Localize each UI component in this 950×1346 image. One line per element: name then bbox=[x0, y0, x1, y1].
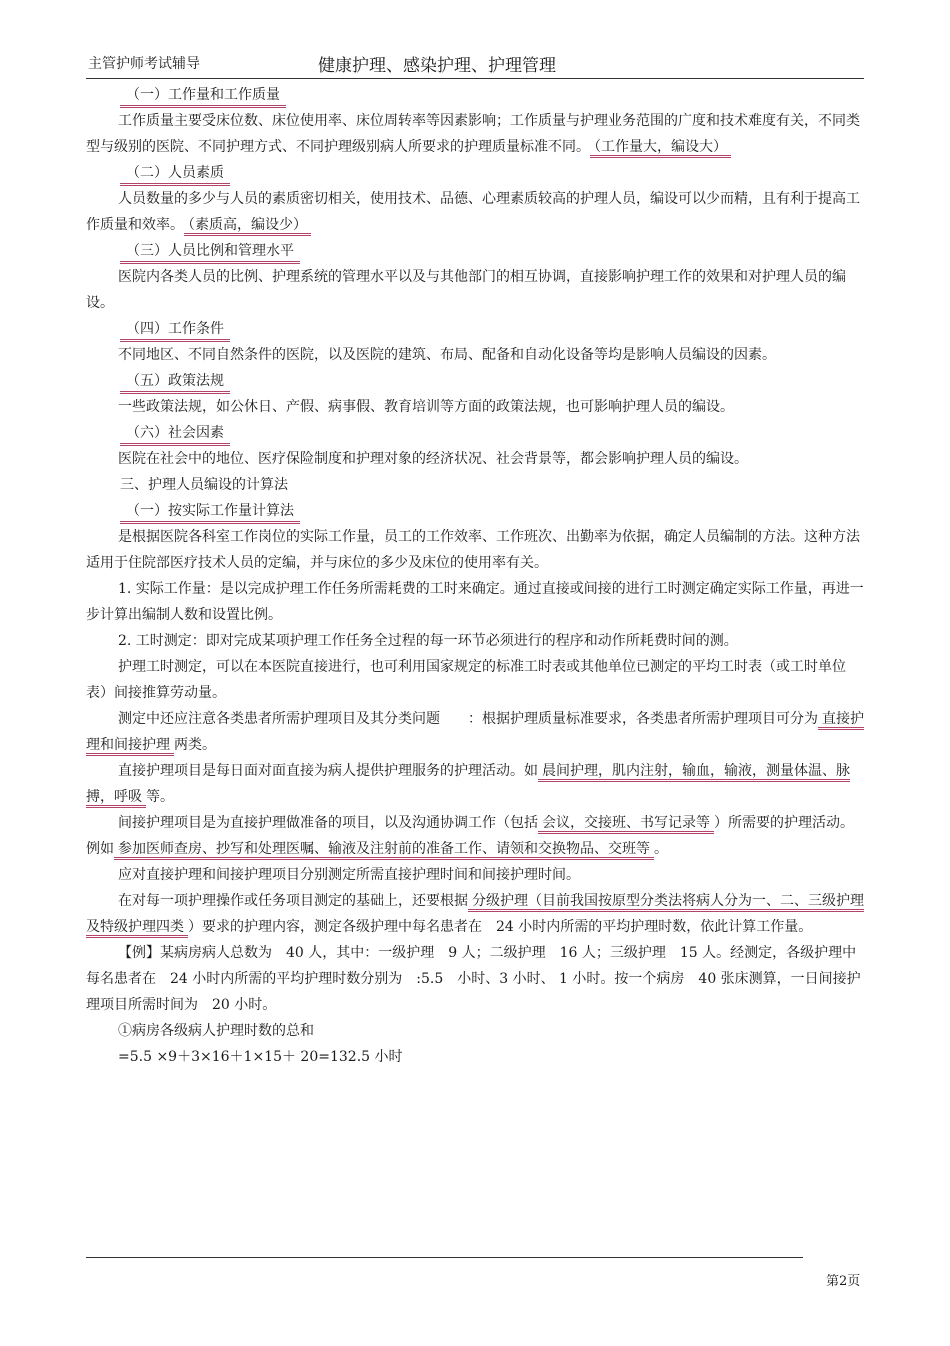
paragraph bbox=[86, 706, 864, 758]
chapter-heading: 三、护理人员编设的计算法 bbox=[120, 477, 288, 493]
underlined-note: （素质高，编设少） bbox=[184, 217, 311, 236]
underlined-term: 分级护理（目前我国按原型分类法将病人分为一、二、三级护理及特级护理四类 bbox=[86, 893, 864, 938]
paragraph: 一些政策法规，如公休日、产假、病事假、教育培训等方面的政策法规，也可影响护理人员的编设。 bbox=[118, 399, 734, 415]
underlined-term: 会议，交接班、书写记录等 bbox=[538, 815, 714, 834]
underlined-note: （工作量大，编设大） bbox=[590, 139, 731, 158]
paragraph bbox=[86, 186, 864, 238]
paragraph-text: 工作质量主要受床位数、床位使用率、床位周转率等因素影响；工作质量与护理业务范围的广度和技术难度有关，不同类型与级别的医院、不同护理方式、不同护理级别病人所要求的护理质量标准不同。 bbox=[86, 113, 860, 155]
paragraph-text: 直接护理项目是每日面对面直接为病人提供护理服务的护理活动。如 bbox=[118, 763, 538, 779]
section-heading: （二）人员素质 bbox=[120, 163, 230, 186]
header-course-name: 主管护师考试辅导 bbox=[88, 56, 200, 72]
paragraph-text: ）所需要的护理活动。例如 bbox=[86, 815, 854, 857]
formula: =5.5 ×9＋3×16＋1×15＋ 20=132.5 小时 bbox=[118, 1049, 403, 1065]
paragraph: 是根据医院各科室工作岗位的实际工作量，员工的工作效率、工作班次、出勤率为依据，确定人员编制的方法。这种方法适用于住院部医疗技术人员的定编，并与床位的多少及床位的使用率有关。 bbox=[86, 529, 860, 571]
paragraph-text: 间接护理项目是为直接护理做准备的项目，以及沟通协调工作（包括 bbox=[118, 815, 538, 831]
paragraph: 不同地区、不同自然条件的医院，以及医院的建筑、布局、配备和自动化设备等均是影响人员编设的因素。 bbox=[118, 347, 776, 363]
section-heading: （四）工作条件 bbox=[120, 319, 230, 342]
paragraph: 应对直接护理和间接护理项目分别测定所需直接护理时间和间接护理时间。 bbox=[118, 867, 580, 883]
paragraph: 护理工时测定，可以在本医院直接进行，也可利用国家规定的标准工时表或其他单位已测定的平均工时表（或工时单位表）间接推算劳动量。 bbox=[86, 659, 846, 701]
paragraph-text: 人员数量的多少与人员的素质密切相关，使用技术、品德、心理素质较高的护理人员，编设可以少而精，且有利于提高工作质量和效率。 bbox=[86, 191, 860, 233]
paragraph-text: ）要求的护理内容，测定各级护理中每名患者在 24 小时内所需的平均护理时数，依此计算工作量。 bbox=[188, 919, 813, 935]
paragraph-text: 等。 bbox=[146, 789, 174, 805]
section-heading: （三）人员比例和管理水平 bbox=[120, 241, 300, 264]
paragraph: 医院在社会中的地位、医疗保险制度和护理对象的经济状况、社会背景等，都会影响护理人员的编设。 bbox=[118, 451, 748, 467]
section-heading: （一）工作量和工作质量 bbox=[120, 85, 286, 108]
footer-rule bbox=[86, 1257, 803, 1258]
page-number: 第2页 bbox=[826, 1274, 861, 1289]
example-paragraph: 【例】某病房病人总数为 40 人，其中：一级护理 9 人；二级护理 16 人；三级护理 15 人。经测定，各级护理中每名患者在 24 小时内所需的平均护理时数分别为 :5.5 小时、3 小时、 1 小时。按一个病房 40 张床测算，一日间接护理项目所需时间为 20 小时。 bbox=[86, 945, 861, 1013]
paragraph: 1. 实际工作量：是以完成护理工作任务所需耗费的工时来确定。通过直接或间接的进行工时测定确定实际工作量，再进一步计算出编制人数和设置比例。 bbox=[86, 581, 864, 623]
underlined-term: 参加医师查房、抄写和处理医嘱、输液及注射前的准备工作、请领和交换物品、交班等 bbox=[114, 841, 654, 860]
section-heading: （一）按实际工作量计算法 bbox=[120, 501, 300, 524]
header-title: 健康护理、感染护理、护理管理 bbox=[318, 56, 556, 76]
paragraph: 2. 工时测定：即对完成某项护理工作任务全过程的每一环节必须进行的程序和动作所耗费时间的测。 bbox=[118, 633, 738, 649]
paragraph bbox=[86, 888, 864, 940]
section-heading: （五）政策法规 bbox=[120, 371, 230, 394]
underlined-term: 晨间护理，肌内注射，输血，输液，测量体温、脉搏，呼吸 bbox=[86, 763, 850, 808]
paragraph: ①病房各级病人护理时数的总和 bbox=[118, 1023, 314, 1039]
header-rule bbox=[86, 78, 864, 79]
paragraph-text: 测定中还应注意各类患者所需护理项目及其分类问题 ：根据护理质量标准要求，各类患者所需护理项目可分为 bbox=[118, 711, 818, 727]
document-body bbox=[86, 82, 864, 1070]
paragraph-text: 在对每一项护理操作或任务项目测定的基础上，还要根据 bbox=[118, 893, 468, 909]
paragraph bbox=[86, 758, 864, 810]
section-heading: （六）社会因素 bbox=[120, 423, 230, 446]
paragraph bbox=[86, 108, 864, 160]
paragraph-text: 两类。 bbox=[174, 737, 216, 753]
paragraph-text: 。 bbox=[654, 841, 668, 857]
underlined-term: 直接护理和间接护理 bbox=[86, 711, 864, 756]
paragraph: 医院内各类人员的比例、护理系统的管理水平以及与其他部门的相互协调，直接影响护理工作的效果和对护理人员的编设。 bbox=[86, 269, 846, 311]
paragraph bbox=[86, 810, 864, 862]
